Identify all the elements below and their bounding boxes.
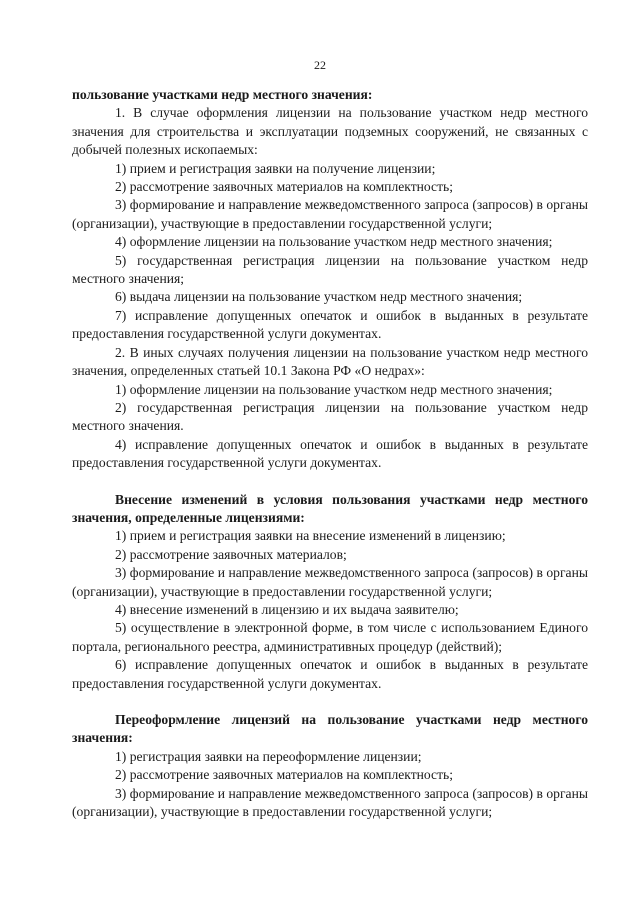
paragraph: 6) выдача лицензии на пользование участком недр местного значения; xyxy=(115,289,523,305)
paragraph: 1) прием и регистрация заявки на внесение изменений в лицензию; xyxy=(115,528,506,544)
paragraph: 4) внесение изменений в лицензию и их выдача заявителю; xyxy=(115,601,459,617)
paragraph: 1) оформление лицензии на пользование участком недр местного значения; xyxy=(115,381,553,397)
paragraph: 1. В случае оформления лицензии на пользование участком недр местного значения для строительства и эксплуатации подземных сооружений, не связанных с добычей полезных ископаемых: xyxy=(72,105,588,158)
paragraph: 2) рассмотрение заявочных материалов на комплектность; xyxy=(115,179,453,195)
paragraph: 7) исправление допущенных опечаток и ошибок в выданных в результате предоставления государственной услуги документах. xyxy=(72,307,588,342)
page-number: 22 xyxy=(314,58,326,72)
section-heading: Внесение изменений в условия пользования участками недр местного значения, определенные лицензиями: xyxy=(72,491,588,525)
paragraph: 1) регистрация заявки на переоформление лицензии; xyxy=(115,748,422,764)
paragraph: 2) рассмотрение заявочных материалов; xyxy=(115,546,347,562)
paragraph: 5) осуществление в электронной форме, в том числе с использованием Единого портала, регионального реестра, административных процедур (действий); xyxy=(72,620,588,654)
paragraph: 3) формирование и направление межведомственного запроса (запросов) в органы (организации), участвующие в предоставлении государственной услуги; xyxy=(72,565,588,599)
paragraph: 2) рассмотрение заявочных материалов на комплектность; xyxy=(115,767,453,783)
paragraph: 6) исправление допущенных опечаток и ошибок в выданных в результате предоставления государственной услуги документах. xyxy=(72,657,588,691)
paragraph: 5) государственная регистрация лицензии на пользование участком недр местного значения; xyxy=(72,252,588,287)
section-gap xyxy=(72,693,588,711)
paragraph: 3) формирование и направление межведомственного запроса (запросов) в органы (организации), участвующие в предоставлении государственной услуги; xyxy=(72,197,588,231)
paragraph: 1) прием и регистрация заявки на получение лицензии; xyxy=(115,160,436,176)
paragraph: 3) формирование и направление межведомственного запроса (запросов) в органы (организации), участвующие в предоставлении государственной услуги; xyxy=(72,785,588,820)
section-gap xyxy=(72,473,588,491)
section-heading: Переоформление лицензий на пользование участками недр местного значения: xyxy=(72,712,588,746)
paragraph: 2) государственная регистрация лицензии на пользование участком недр местного значения. xyxy=(72,399,588,434)
document-body xyxy=(72,86,588,821)
section-heading: пользование участками недр местного значения: xyxy=(72,87,373,102)
paragraph: 4) оформление лицензии на пользование участком недр местного значения; xyxy=(115,234,553,250)
paragraph: 4) исправление допущенных опечаток и ошибок в выданных в результате предоставления государственной услуги документах. xyxy=(72,436,588,471)
paragraph: 2. В иных случаях получения лицензии на пользование участком недр местного значения, определенных статьей 10.1 Закона РФ «О недрах»: xyxy=(72,344,588,379)
